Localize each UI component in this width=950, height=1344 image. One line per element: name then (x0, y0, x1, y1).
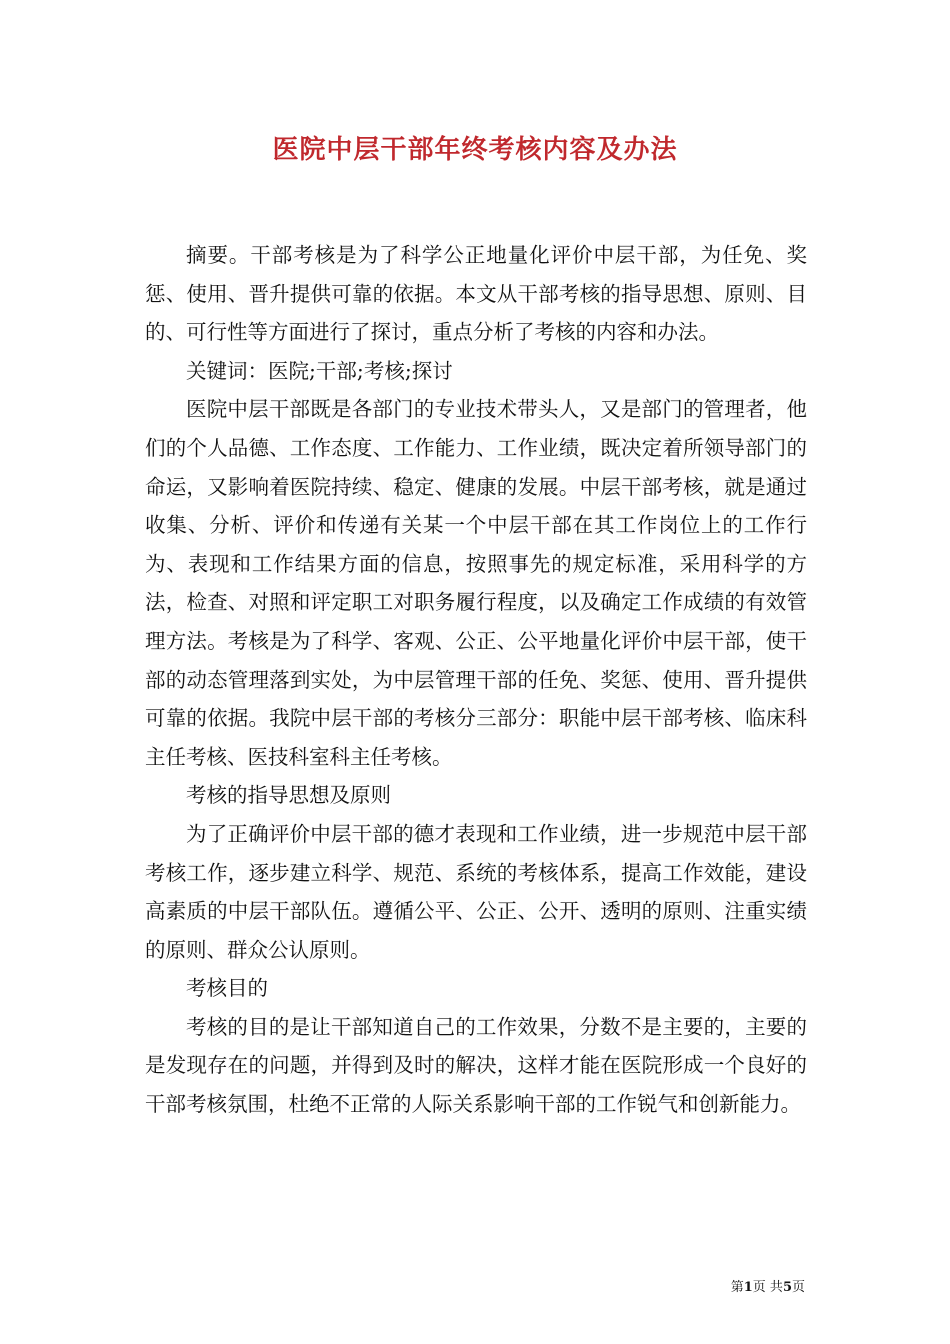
section-heading-purpose: 考核目的 (186, 976, 268, 1001)
footer-prefix: 第 (730, 1280, 744, 1295)
footer-middle: 页 共 (752, 1280, 783, 1295)
footer-suffix: 页 (791, 1280, 805, 1295)
page-footer (731, 1276, 805, 1295)
purpose-paragraph: 考核的目的是让干部知道自己的工作效果，分数不是主要的，主要的是发现存在的问题，并得到及时的解决，这样才能在医院形成一个良好的干部考核氛围，杜绝不正常的人际关系影响干部的工作锐气和创新能力。 (145, 1014, 807, 1117)
footer-total-pages: 5 (782, 1280, 792, 1295)
intro-paragraph: 医院中层干部既是各部门的专业技术带头人，又是部门的管理者，他们的个人品德、工作态度、工作能力、工作业绩，既决定着所领导部门的命运，又影响着医院持续、稳定、健康的发展。中层干部考核，就是通过收集、分析、评价和传递有关某一个中层干部在其工作岗位上的工作行为、表现和工作结果方面的信息，按照事先的规定标准，采用科学的方法，检查、对照和评定职工对职务履行程度，以及确定工作成绩的有效管理方法。考核是为了科学、客观、公正、公平地量化评价中层干部，使干部的动态管理落到实处，为中层管理干部的任免、奖惩、使用、晋升提供可靠的依据。我院中层干部的考核分三部分：职能中层干部考核、临床科主任考核、医技科室科主任考核。 (145, 397, 807, 769)
abstract-paragraph: 摘要。干部考核是为了科学公正地量化评价中层干部，为任免、奖惩、使用、晋升提供可靠的依据。本文从干部考核的指导思想、原则、目的、可行性等方面进行了探讨，重点分析了考核的内容和办法。 (145, 243, 807, 345)
section-heading-guiding-principles: 考核的指导思想及原则 (186, 783, 391, 808)
footer-current-page: 1 (743, 1280, 753, 1295)
document-body (145, 236, 807, 1124)
guiding-principles-paragraph: 为了正确评价中层干部的德才表现和工作业绩，进一步规范中层干部考核工作，逐步建立科学、规范、系统的考核体系，提高工作效能，建设高素质的中层干部队伍。遵循公平、公正、公开、透明的原则、注重实绩的原则、群众公认原则。 (145, 821, 807, 962)
keywords-paragraph: 关键词：医院;干部;考核;探讨 (186, 358, 453, 383)
document-title: 医院中层干部年终考核内容及办法 (272, 135, 678, 165)
